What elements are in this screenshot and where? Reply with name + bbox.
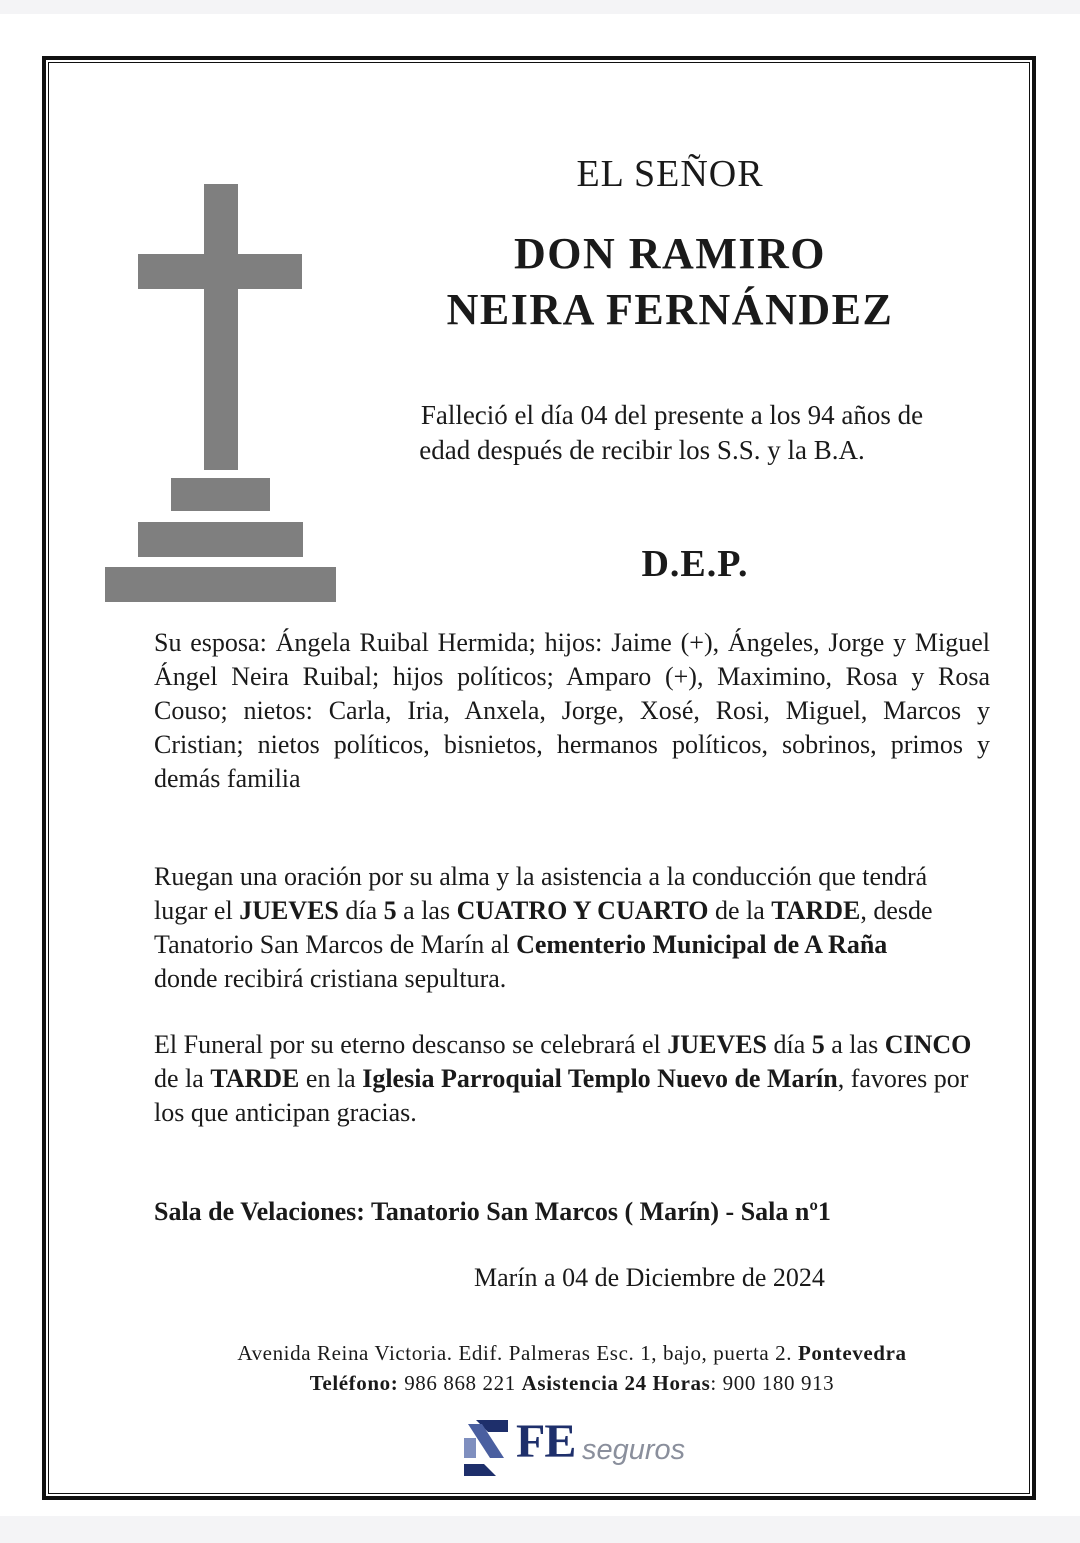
funeral-paragraph: El Funeral por su eterno descanso se celebrará el JUEVES día 5 a las CINCO de la TARDE en la Iglesia Parroquial Templo Nuevo de Marín, favores por los que anticipan gracias. <box>154 1030 972 1127</box>
wake-room: Sala de Velaciones: Tanatorio San Marcos ( Marín) - Sala nº1 <box>154 1197 831 1226</box>
deceased-name-line2: NEIRA FERNÁNDEZ <box>446 285 894 334</box>
deceased-name-line1: DON RAMIRO <box>514 229 826 278</box>
logo-brand: FE <box>516 1415 576 1468</box>
footer-phones: Teléfono: 986 868 221 Asistencia 24 Horas: 900 180 913 <box>309 1371 835 1395</box>
death-notice-line1: Falleció el día 04 del presente a los 94 años de <box>420 400 924 430</box>
logo-suffix: seguros <box>582 1434 686 1466</box>
dep: D.E.P. <box>641 543 749 585</box>
fe-seguros-logo-icon <box>462 1418 510 1478</box>
title: EL SEÑOR <box>576 153 764 195</box>
place-date: Marín a 04 de Diciembre de 2024 <box>474 1263 825 1292</box>
footer-address: Avenida Reina Victoria. Edif. Palmeras Esc. 1, bajo, puerta 2. Pontevedra <box>237 1341 907 1365</box>
family-list: Su esposa: Ángela Ruibal Hermida; hijos: Jaime (+), Ángeles, Jorge y Miguel Ángel Neira Ruibal; hijos políticos; Amparo (+), Maximino, Rosa y Rosa Couso; nietos: Carla, Iria, Anxela, Jorge, Xosé, Rosi, Miguel, Marcos y Cristian; nietos políticos, bisnietos, hermanos políticos, sobrinos, primos y demás familia <box>154 628 990 793</box>
death-notice-line2: edad después de recibir los S.S. y la B.A. <box>419 435 865 465</box>
procession-paragraph: Ruegan una oración por su alma y la asistencia a la conducción que tendrá lugar el JUEVES día 5 a las CUATRO Y CUARTO de la TARDE, desde Tanatorio San Marcos de Marín al Cementerio Municipal de A Raña donde recibirá cristiana sepultura. <box>154 862 933 993</box>
